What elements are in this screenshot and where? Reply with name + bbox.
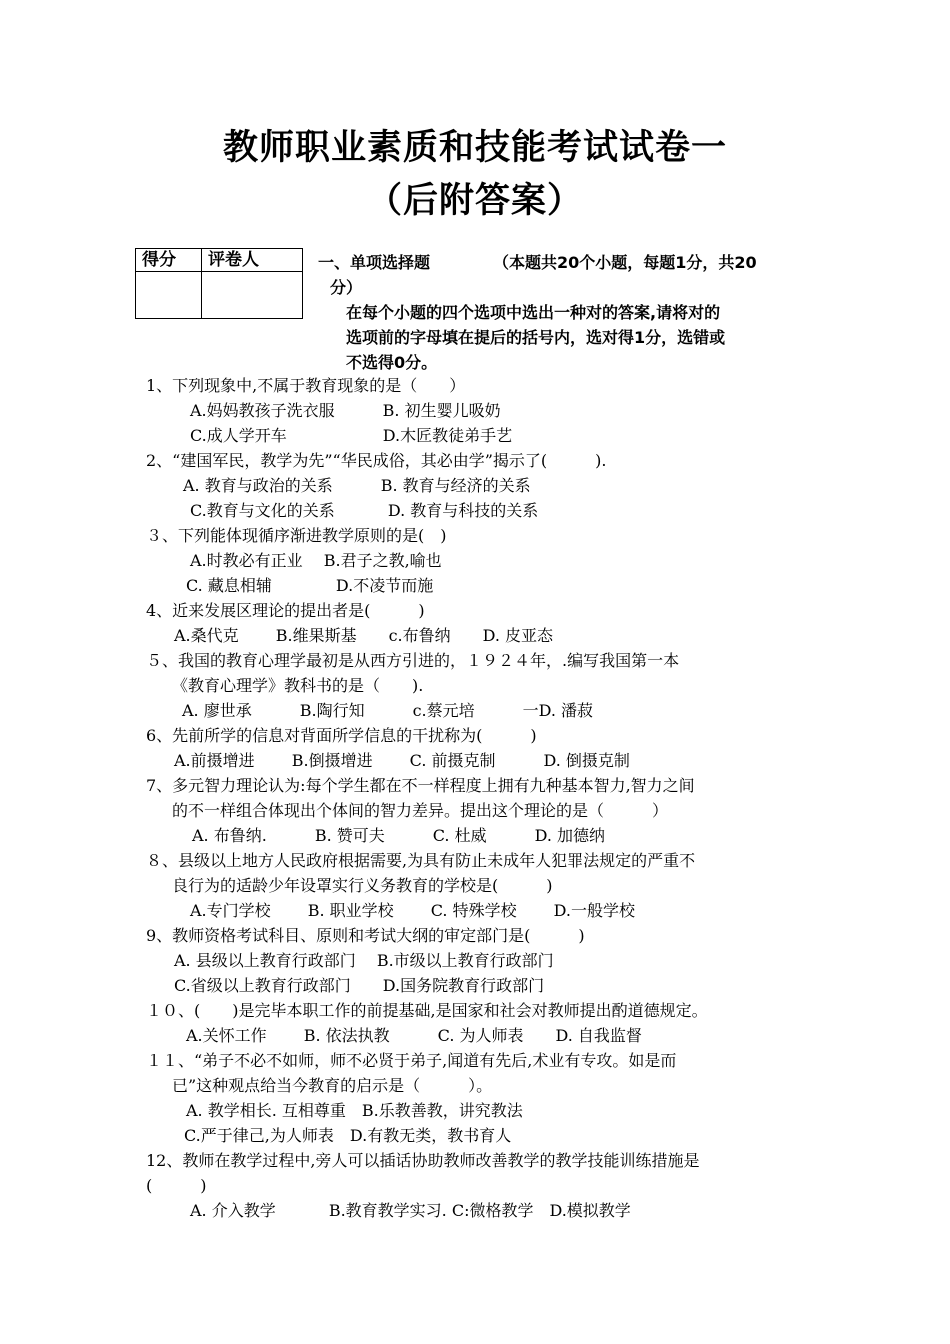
options: A.时教必有正业 B.君子之教,喻也 bbox=[190, 551, 442, 570]
question-1: 1、下列现象中,不属于教育现象的是（ ） bbox=[146, 376, 466, 395]
options: A. 县级以上教育行政部门 B.市级以上教育行政部门 bbox=[174, 951, 554, 970]
grader-cell[interactable] bbox=[202, 272, 303, 319]
section-instruction-1: 在每个小题的四个选项中选出一种对的答案,请将对的 bbox=[346, 303, 721, 322]
section-heading: 一、单项选择题 bbox=[318, 253, 431, 272]
score-table bbox=[135, 248, 303, 319]
question-8-cont: 良行为的适龄少年设罩实行义务教育的学校是( ) bbox=[172, 876, 553, 895]
options: A.妈妈教孩子洗衣服 B. 初生婴儿吸奶 bbox=[190, 401, 501, 420]
options: A.关怀工作 B. 依法执教 C. 为人师表 D. 自我监督 bbox=[186, 1026, 642, 1045]
grader-header: 评卷人 bbox=[202, 249, 303, 272]
section-instruction-3: 不选得0分。 bbox=[346, 353, 438, 372]
question-9: 9、教师资格考试科目、原则和考试大纲的审定部门是( ) bbox=[146, 926, 585, 945]
options: C.严于律己,为人师表 D.有教无类，教书育人 bbox=[184, 1126, 512, 1145]
exam-subtitle: （后附答案） bbox=[366, 181, 583, 221]
options: A.专门学校 B. 职业学校 C. 特殊学校 D.一般学校 bbox=[190, 901, 636, 920]
question-8: ８、县级以上地方人民政府根据需要,为具有防止未成年人犯罪法规定的严重不 bbox=[146, 851, 696, 870]
section-note: （本题共20个小题，每题1分，共20 bbox=[493, 253, 757, 272]
options: A. 廖世承 B.陶行知 c.蔡元培 一D. 潘菽 bbox=[182, 701, 594, 720]
question-7-cont: 的不一样组合体现出个体间的智力差异。提出这个理论的是（ ） bbox=[172, 801, 669, 820]
options: C.省级以上教育行政部门 D.国务院教育行政部门 bbox=[174, 976, 545, 995]
question-11-cont: 已”这种观点给当今教育的启示是（ ）。 bbox=[172, 1076, 493, 1095]
question-5-cont: 《教育心理学》教科书的是（ ). bbox=[172, 676, 424, 695]
options: A. 教育与政治的关系 B. 教育与经济的关系 bbox=[183, 476, 531, 495]
options: A. 教学相长. 互相尊重 B.乐教善教，讲究教法 bbox=[186, 1101, 523, 1120]
question-10: １０、( )是完毕本职工作的前提基础,是国家和社会对教师提出酌道德规定。 bbox=[146, 1001, 708, 1020]
section-note-cont: 分） bbox=[330, 278, 363, 297]
options: A. 介入教学 B.教育教学实习. C:微格教学 D.模拟教学 bbox=[190, 1201, 631, 1220]
score-cell[interactable] bbox=[136, 272, 202, 319]
exam-title: 教师职业素质和技能考试试卷一 bbox=[222, 128, 727, 168]
options: C.成人学开车 D.木匠教徒弟手艺 bbox=[190, 426, 513, 445]
options: A.桑代克 B.维果斯基 c.布鲁纳 D. 皮亚态 bbox=[174, 626, 554, 645]
question-12-cont: ( ) bbox=[146, 1176, 207, 1195]
options: C.教育与文化的关系 D. 教育与科技的关系 bbox=[190, 501, 539, 520]
question-5: ５、我国的教育心理学最初是从西方引进的，１９２４年，.编写我国第一本 bbox=[146, 651, 680, 670]
question-4: 4、近来发展区理论的提出者是( ) bbox=[146, 601, 425, 620]
question-6: 6、先前所学的信息对背面所学信息的干扰称为( ) bbox=[146, 726, 537, 745]
section-instruction-2: 选项前的字母填在提后的括号内，选对得1分，选错或 bbox=[346, 328, 726, 347]
options: A. 布鲁纳. B. 赞可夫 C. 杜威 D. 加德纳 bbox=[192, 826, 606, 845]
score-header: 得分 bbox=[136, 249, 202, 272]
question-12: 12、教师在教学过程中,旁人可以插话协助教师改善教学的教学技能训练措施是 bbox=[146, 1151, 700, 1170]
question-11: １１、“弟子不必不如师，师不必贤于弟子,闻道有先后,术业有专攻。如是而 bbox=[146, 1051, 677, 1070]
question-7: 7、多元智力理论认为:每个学生都在不一样程度上拥有九种基本智力,智力之间 bbox=[146, 776, 695, 795]
options: C. 藏息相辅 D.不凌节而施 bbox=[186, 576, 434, 595]
question-2: 2、“建国军民，教学为先”“华民成俗，其必由学”揭示了( ). bbox=[146, 451, 607, 470]
question-3: ３、下列能体现循序渐进教学原则的是( ) bbox=[146, 526, 447, 545]
options: A.前摄增进 B.倒摄增进 C. 前摄克制 D. 倒摄克制 bbox=[174, 751, 630, 770]
